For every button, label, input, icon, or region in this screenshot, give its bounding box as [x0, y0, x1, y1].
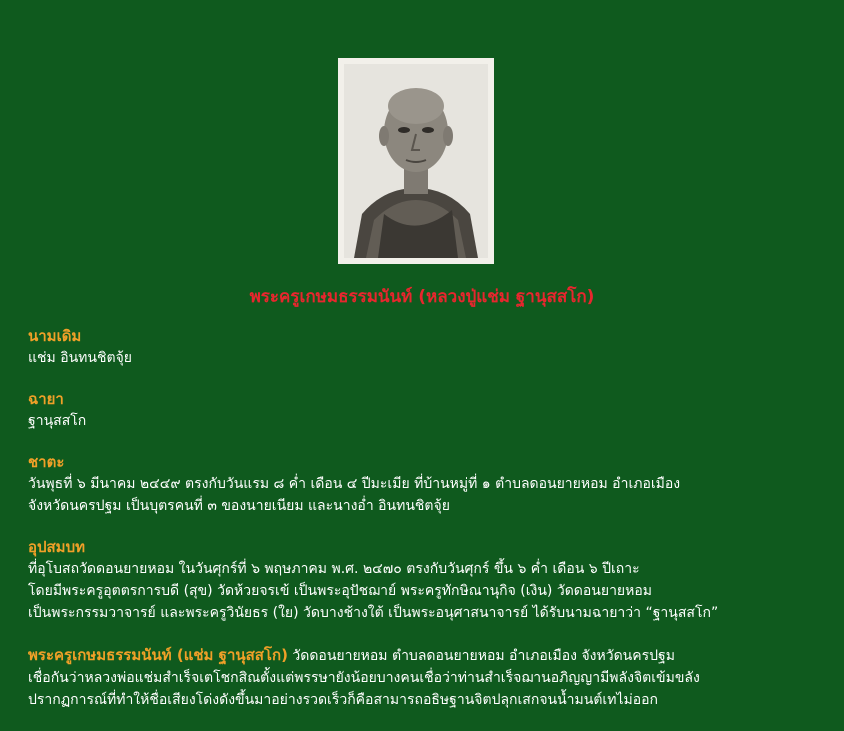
section-heading: ฉายา — [28, 390, 64, 408]
text-line: ปรากฏการณ์ที่ทำให้ชื่อเสียงโด่งดังขึ้นมาอย่างรวดเร็วก็คือสามารถอธิษฐานจิตปลุกเสกจนน้ำมนต์เทไม่ออก — [28, 692, 658, 708]
text-line: เชื่อกันว่าหลวงพ่อแช่มสำเร็จเตโชกสิณตั้งแต่พรรษายังน้อยบางคนเชื่อว่าท่านสำเร็จฌานอภิญญามีพลังจิตเข้มขลัง — [28, 670, 700, 686]
text-fragment: วัดดอนยายหอม ตำบลดอนยายหอม อำเภอเมือง จังหวัดนครปฐม — [287, 648, 675, 664]
section-ordination — [28, 537, 828, 624]
text-line: เป็นพระกรรมวาจารย์ และพระครูวินัยธร (ใย) วัดบางช้างใต้ เป็นพระอนุศาสนาจารย์ ได้รับนามฉายาว่า “ฐานุสสโก” — [28, 605, 719, 621]
section-heading: ชาตะ — [28, 453, 65, 471]
section-birth — [28, 452, 828, 517]
section-text — [28, 473, 828, 517]
section-text — [28, 558, 828, 624]
section-text — [28, 644, 828, 711]
biography-content — [28, 326, 828, 731]
text-line: จังหวัดนครปฐม เป็นบุตรคนที่ ๓ ของนายเนียม และนางอ่ำ อินทนชิตจุ้ย — [28, 498, 450, 514]
section-text — [28, 410, 828, 432]
section-heading: นามเดิม — [28, 327, 82, 345]
section-text — [28, 347, 828, 369]
inline-heading: พระครูเกษมธรรมนันท์ (แช่ม ฐานุสสโก) — [28, 646, 288, 664]
text-line: โดยมีพระครูอุตตรการบดี (สุข) วัดห้วยจรเข้ เป็นพระอุปัชฌาย์ พระครูทักษิณานุกิจ (เงิน) วัดดอนยายหอม — [28, 583, 652, 599]
text-line: ที่อุโบสถวัดดอนยายหอม ในวันศุกร์ที่ ๖ พฤษภาคม พ.ศ. ๒๔๗๐ ตรงกับวันศุกร์ ขึ้น ๖ ค่ำ เดือน ๖ ปีเถาะ — [28, 561, 640, 577]
page-title: พระครูเกษมธรรมนันท์ (หลวงปู่แช่ม ฐานุสสโก) — [249, 287, 595, 307]
monk-portrait-photo — [344, 64, 488, 258]
section-reputation — [28, 644, 828, 711]
monk-portrait-drawing — [344, 64, 488, 258]
section-monastic-name — [28, 389, 828, 432]
text-line: ฐานุสสโก — [28, 413, 87, 429]
portrait-frame — [338, 58, 494, 264]
section-heading: อุปสมบท — [28, 538, 85, 556]
text-line: แช่ม อินทนชิตจุ้ย — [28, 350, 132, 366]
text-line: วันพุธที่ ๖ มีนาคม ๒๔๔๙ ตรงกับวันแรม ๘ ค่ำ เดือน ๔ ปีมะเมีย ที่บ้านหมู่ที่ ๑ ตำบลดอนยายหอม อำเภอเมือง — [28, 476, 681, 492]
text-line — [28, 644, 828, 667]
section-original-name — [28, 326, 828, 369]
